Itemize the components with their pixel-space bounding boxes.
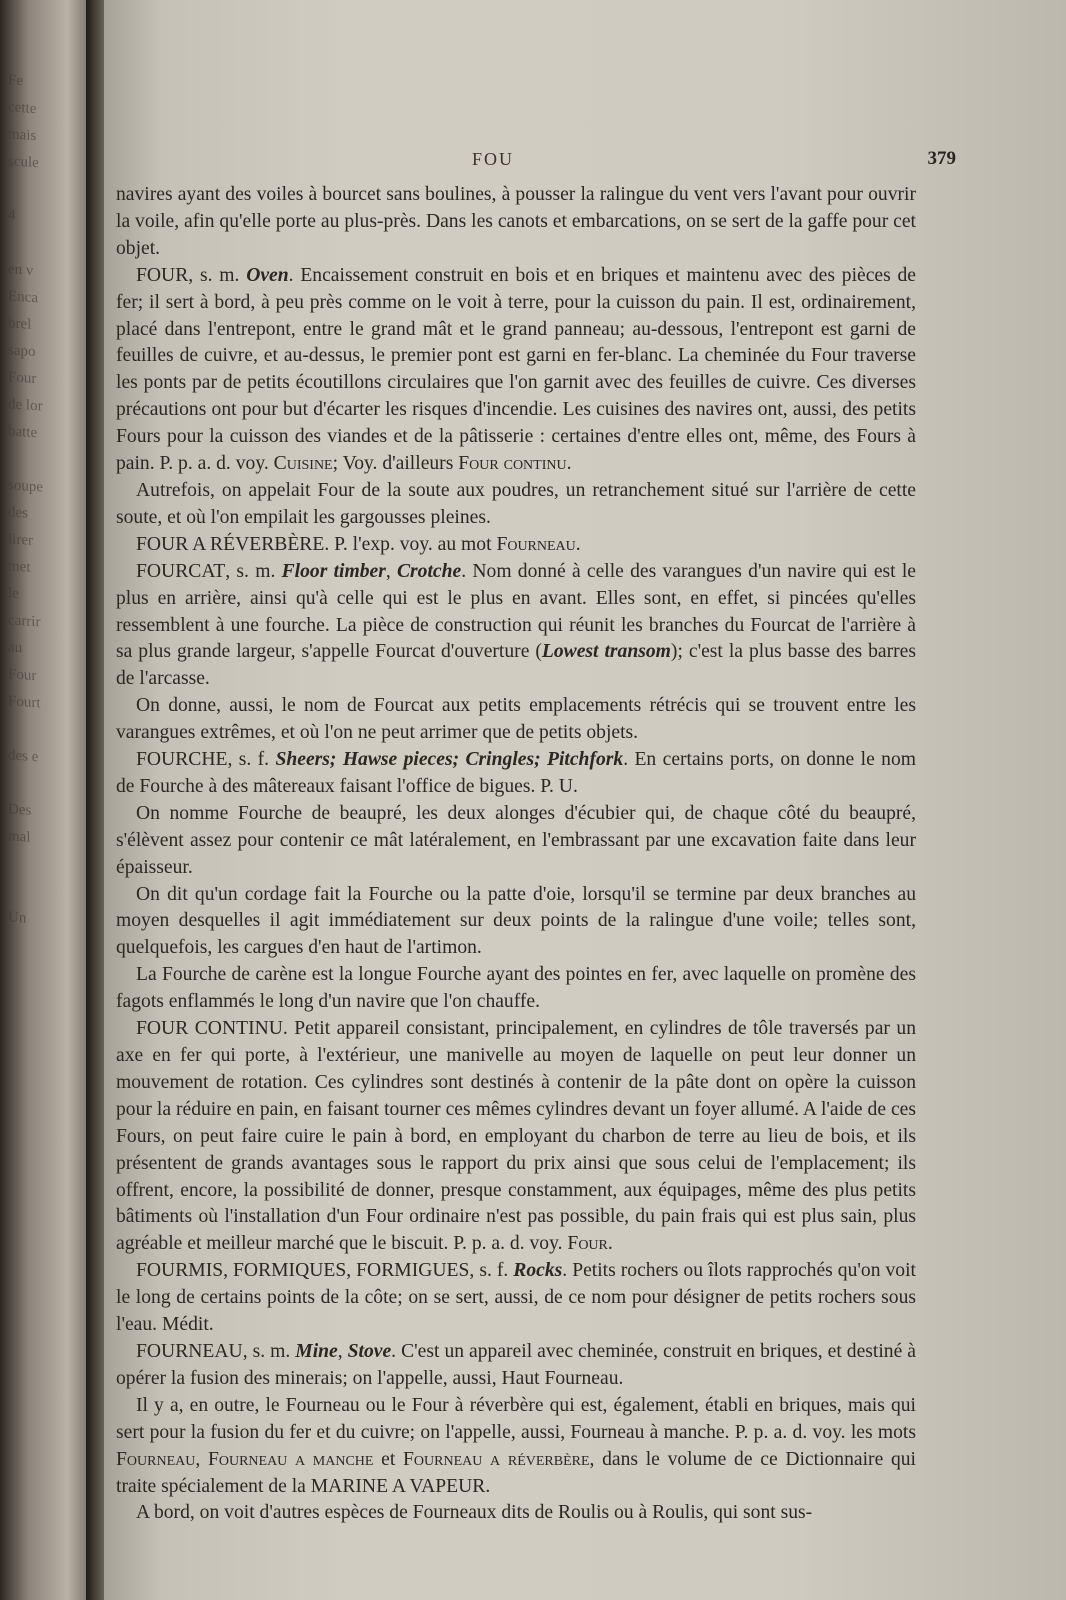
definition-text: . — [575, 533, 581, 555]
running-head-title: FOU — [472, 149, 515, 169]
page-number: 379 — [927, 148, 956, 169]
definition-text: , dans le volume de ce Dictionnaire qui traite spécialement de la MARINE A VAPEUR. — [116, 1448, 917, 1497]
paragraph: On donne, aussi, le nom de Fourcat aux petits emplacements rétrécis qui se trouvent entre les varangues extrêmes, et où l'on ne peut arrimer que de petits objets. — [116, 695, 916, 744]
grammar-note: , s. m. — [242, 1340, 296, 1362]
definition-text: . — [607, 1233, 613, 1255]
english-term: Mine — [295, 1340, 338, 1362]
cross-reference: Four — [567, 1233, 608, 1255]
separator: , — [195, 1448, 208, 1470]
english-term: Lowest transom — [541, 641, 671, 663]
grammar-note: , s. m. — [225, 560, 282, 582]
english-term: Crotche — [396, 560, 462, 582]
definition-text: . — [566, 453, 572, 475]
headword: FOUR — [136, 264, 189, 286]
grammar-note: , s. f. — [227, 749, 276, 771]
headword: FOURCAT — [136, 560, 226, 582]
cross-reference: Four continu — [458, 453, 567, 475]
definition-text: . Nom donné à celle des varangues d'un navire qui est le plus en arrière, ainsi qu'à celle qui est le plus en avant. Elles sont, en effet, si pincées qu'elles ressemblent à une fourche. La pièce de construction qui réunit les branches du Fourcat de l'arrière à sa plus grande largeur, s'appelle Fourcat d'ouverture ( — [116, 560, 916, 663]
definition-text: . P. l'exp. voy. au mot — [324, 533, 497, 555]
english-term: Rocks — [513, 1260, 563, 1282]
headword: FOURNEAU — [136, 1340, 243, 1362]
entry-fourcat — [116, 559, 916, 694]
headword: FOURMIS, FORMIQUES, FORMIGUES — [136, 1260, 470, 1282]
separator: , — [337, 1340, 348, 1362]
english-term: Oven — [246, 264, 289, 286]
english-term: Floor timber — [281, 560, 386, 582]
entry-fourneau — [116, 1339, 916, 1393]
paragraph: On dit qu'un cordage fait la Fourche ou la patte d'oie, lorsqu'il se termine par deux branches au moyen desquelles il agit immédiatement sur deux points de la ralingue d'une voile; telles sont, quelquefois, les cargues d'en haut de l'artimon. — [116, 883, 916, 959]
grammar-note: , s. m. — [188, 264, 247, 286]
grammar-note: , s. f. — [469, 1260, 514, 1282]
definition-text: . En certains ports, on donne le nom de Fourche à des mâtereaux faisant l'office de bigues. P. U. — [116, 749, 916, 797]
definition-text: ; Voy. d'ailleurs — [332, 453, 459, 475]
left-page-text: Fe cette mais scule 4 en v Enca brel sapo Four de lor batte soupe des lirer met le carrir au Four Fourt des e Des mal Un — [8, 72, 43, 927]
paragraph: Autrefois, on appelait Four de la soute aux poudres, un retranchement situé sur l'arrière de cette soute, et où l'on empilait les gargousses pleines. — [116, 479, 916, 528]
paragraph — [116, 1393, 916, 1501]
headword: FOURCHE — [136, 749, 228, 771]
definition-text: et — [373, 1448, 404, 1470]
definition-text: Il y a, en outre, le Fourneau ou le Four à réverbère qui est, également, établi en briques, mais qui sert pour la fusion du fer et du cuivre; on l'appelle, aussi, Fourneau à manche. P. p. a. d. voy. les mots — [116, 1394, 916, 1443]
cross-reference: Fourneau a manche — [207, 1448, 374, 1470]
separator: , — [385, 560, 397, 582]
entry-four — [116, 263, 916, 478]
cross-reference: Fourneau — [116, 1448, 196, 1470]
entry-four-continu — [116, 1016, 916, 1258]
paragraph: On nomme Fourche de beaupré, les deux alonges d'écubier qui, de chaque côté du beaupré, s'élèvent assez pour contenir ce mât latéralement, en l'embrassant par une excavation faite dans leur épaisseur. — [116, 802, 916, 878]
english-term: Sheers; Hawse pieces; Cringles; Pitchfork — [275, 749, 624, 771]
paragraph-continued: navires ayant des voiles à bourcet sans boulines, à pousser la ralingue du vent vers l'avant pour ouvrir la voile, afin qu'elle porte au plus-près. Dans les canots et embarcations, on se sert de la gaffe pour cet objet. — [116, 184, 916, 259]
definition-text: . Petit appareil consistant, principalement, en cylindres de tôle traversés par un axe en fer qui porte, à l'extérieur, une manivelle au moyen de laquelle on peut leur donner un mouvement de rotation. Ces cylindres sont destinés à contenir de la pâte dont on opère la cuisson pour la réduire en pain, en faisant tourner ces mêmes cylindres devant un foyer allumé. A l'aide de ces Fours, on peut faire cuire le pain à bord, en employant du charbon de terre au lieu de bois, et ils présentent de grands avantages sous le rapport du prix ainsi que sous celui de l'emplacement; ils offrent, encore, la possibilité de donner, presque constamment, aux équipages, même des plus petits bâtiments où l'installation d'un Four ordinaire n'est pas possible, du pain frais qui est plus sain, plus agréable et meilleur marché que le biscuit. P. p. a. d. voy. — [116, 1018, 916, 1255]
entry-fourmis — [116, 1258, 916, 1339]
definition-text: ); c'est la plus basse des barres de l'arcasse. — [116, 641, 916, 690]
paragraph: La Fourche de carène est la longue Fourche ayant des pointes en fer, avec laquelle on promène des fagots enflammés le long d'un navire que l'on chauffe. — [116, 964, 916, 1013]
right-page — [104, 0, 1066, 1600]
cross-reference: Fourneau a réverbère — [403, 1448, 590, 1470]
paragraph: A bord, on voit d'autres espèces de Fourneaux dits de Roulis ou à Roulis, qui sont sus- — [136, 1502, 813, 1524]
entry-fourche — [116, 747, 916, 801]
headword: FOUR A RÉVERBÈRE — [136, 533, 325, 555]
headword: FOUR CONTINU — [136, 1018, 283, 1040]
running-head — [116, 142, 956, 182]
definition-text: . Petits rochers ou îlots rapprochés qu'on voit le long de certains points de la côte; on se sert, aussi, de ce nom pour désigner de petits rochers sous l'eau. Médit. — [116, 1260, 916, 1336]
cross-reference: Fourneau — [496, 533, 576, 555]
definition-text: . Encaissement construit en bois et en briques et maintenu avec des pièces de fer; il sert à bord, à peu près comme on le voit à terre, pour la cuisson du pain. Il est, ordinairement, placé dans l'entrepont, entre le grand mât et le grand panneau; au-dessous, l'entrepont est garni de feuilles de cuivre, et au-dessus, le premier pont est garni en fer-blanc. La cheminée du Four traverse les ponts par de petits écoutillons circulaires que l'on garnit avec des feuilles de cuivre. Ces diverses précautions ont pour but d'écarter les risques d'incendie. Les cuisines des navires ont, aussi, des petits Fours pour la cuisson des viandes et de la pâtisserie : certaines d'entre elles ont, même, des Fours à pain. P. p. a. d. voy. — [116, 264, 916, 475]
cross-reference: Cuisine — [273, 453, 333, 475]
definition-text: . C'est un appareil avec cheminée, construit en briques, et destiné à opérer la fusion des minerais; on l'appelle, aussi, Haut Fourneau. — [116, 1340, 916, 1389]
left-page-edge — [0, 0, 96, 1600]
entry-four-a-reverbere — [116, 532, 916, 559]
page-content — [116, 142, 956, 1527]
english-term: Stove — [347, 1340, 392, 1362]
